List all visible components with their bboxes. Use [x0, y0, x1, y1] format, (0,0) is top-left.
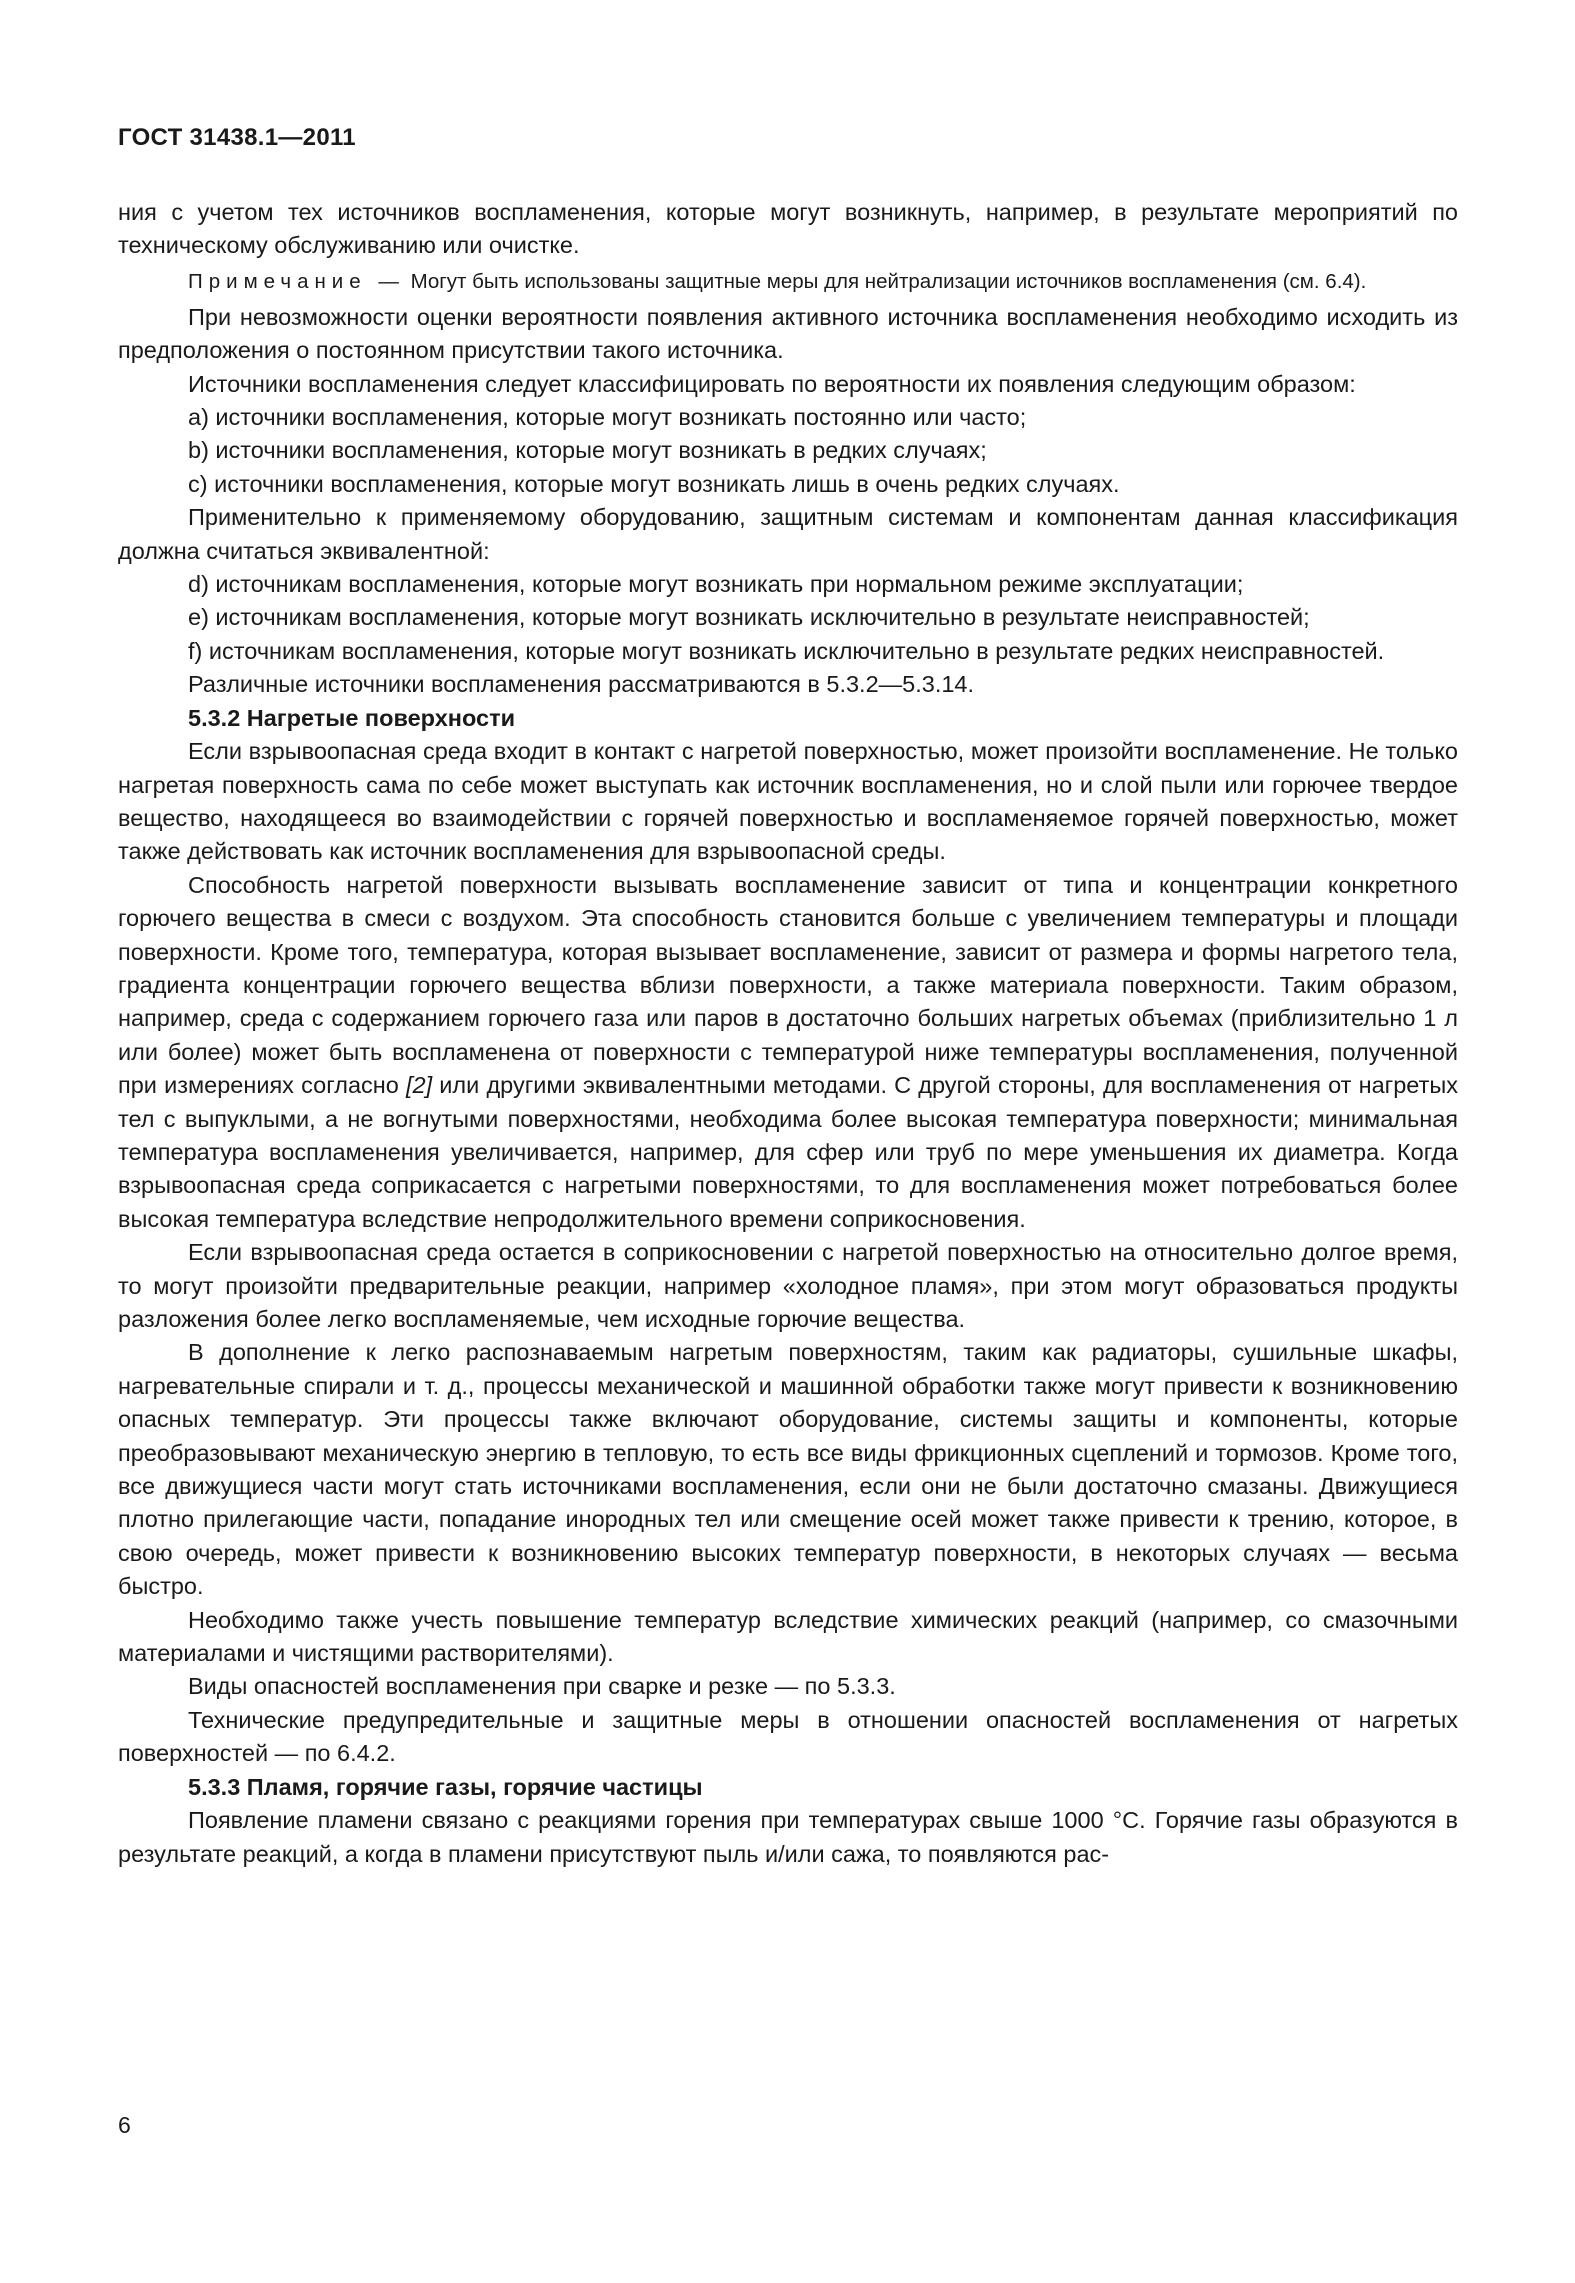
paragraph: [118, 869, 1458, 1236]
section-heading: 5.3.2 Нагретые поверхности: [188, 704, 516, 731]
section-heading: 5.3.3 Пламя, горячие газы, горячие частицы: [188, 1773, 703, 1800]
paragraph: Виды опасностей воспламенения при сварке и резке — по 5.3.3.: [188, 1673, 896, 1700]
paragraph: Технические предупредительные и защитные меры в отношении опасностей воспламенения от нагретых поверхностей — по 6.4.2.: [118, 1706, 1458, 1767]
list-item: d) источникам воспламенения, которые могут возникать при нормальном режиме эксплуатации;: [188, 571, 1244, 598]
document-header: ГОСТ 31438.1—2011: [118, 124, 356, 151]
document-body: [118, 196, 1458, 1871]
note-paragraph: [118, 267, 1458, 297]
paragraph: Применительно к применяемому оборудованию, защитным системам и компонентам данная классификация должна считаться эквивалентной:: [118, 504, 1458, 564]
paragraph-text: или другими эквивалентными методами. С другой стороны, для воспламенения от нагретых тел с выпуклыми, а не вогнутыми поверхностями, необходима более высокая температура поверхности; минимальная температура воспламенения увеличивается, например, для сфер или труб по мере уменьшения их диаметра. Когда взрывоопасная среда соприкасается с нагретыми поверхностями, то для воспламенения может потребоваться более высокая температура вследствие непродолжительного времени соприкосновения.: [118, 1072, 1458, 1232]
list-item: е) источникам воспламенения, которые могут возникать исключительно в результате неисправностей;: [188, 604, 1310, 631]
list-item: f) источникам воспламенения, которые могут возникать исключительно в результате редких неисправностей.: [188, 637, 1385, 664]
note-text: Могут быть использованы защитные меры для нейтрализации источников воспламенения (см. 6.4).: [410, 269, 1367, 293]
paragraph: Появление пламени связано с реакциями горения при температурах свыше 1000 °С. Горячие газы образуются в результате реакций, а когда в пламени присутствуют пыль и/или сажа, то появляются рас-: [118, 1807, 1458, 1867]
paragraph: Если взрывоопасная среда входит в контакт с нагретой поверхностью, может произойти воспламенение. Не только нагретая поверхность сама по себе может выступать как источник воспламенения, но и слой пыли или горючее твердое вещество, находящееся во взаимодействии с горячей поверхностью и воспламеняемое горячей поверхностью, может также действовать как источник воспламенения для взрывоопасной среды.: [118, 738, 1458, 865]
page-number: 6: [118, 2112, 131, 2138]
paragraph: В дополнение к легко распознаваемым нагретым поверхностям, таким как радиаторы, сушильные шкафы, нагревательные спирали и т. д., процессы механической и машинной обработки также могут привести к возникновению опасных температур. Эти процессы также включают оборудование, системы защиты и компоненты, которые преобразовывают механическую энергию в тепловую, то есть все виды фрикционных сцеплений и тормозов. Кроме того, все движущиеся части могут стать источниками воспламенения, если они не были достаточно смазаны. Движущиеся плотно прилегающие части, попадание инородных тел или смещение осей может также привести к трению, которое, в свою очередь, может привести к возникновению высоких температур поверхности, в некоторых случаях — весьма быстро.: [118, 1339, 1458, 1600]
paragraph: Если взрывоопасная среда остается в соприкосновении с нагретой поверхностью на относительно долгое время, то могут произойти предварительные реакции, например «холодное пламя», при этом могут образоваться продукты разложения более легко воспламеняемые, чем исходные горючие вещества.: [118, 1239, 1458, 1332]
note-label: Примечание —: [188, 269, 405, 293]
list-item: b) источники воспламенения, которые могут возникать в редких случаях;: [188, 437, 987, 464]
paragraph-text: Способность нагретой поверхности вызывать воспламенение зависит от типа и концентрации конкретного горючего вещества в смеси с воздухом. Эта способность становится больше с увеличением температуры и площади поверхности. Кроме того, температура, которая вызывает воспламенение, зависит от размера и формы нагретого тела, градиента концентрации горючего вещества вблизи поверхности, а также материала поверхности. Таким образом, например, среда с содержанием горючего газа или паров в достаточно больших нагретых объемах (приблизительно 1 л или более) может быть воспламенена от поверхности с температурой ниже температуры воспламенения, полученной при измерениях согласно: [118, 871, 1458, 1099]
list-item: а) источники воспламенения, которые могут возникать постоянно или часто;: [188, 404, 1027, 431]
paragraph: Различные источники воспламенения рассматриваются в 5.3.2—5.3.14.: [188, 671, 975, 698]
paragraph: ния с учетом тех источников воспламенения, которые могут возникнуть, например, в результате мероприятий по техническому обслуживанию или очистке.: [118, 199, 1458, 259]
paragraph: Необходимо также учесть повышение температур вследствие химических реакций (например, со смазочными материалами и чистящими растворителями).: [118, 1606, 1458, 1667]
list-item: с) источники воспламенения, которые могут возникать лишь в очень редких случаях.: [188, 470, 1120, 497]
paragraph: При невозможности оценки вероятности появления активного источника воспламенения необходимо исходить из предположения о постоянном присутствии такого источника.: [118, 303, 1458, 364]
reference-link[interactable]: [2]: [406, 1072, 433, 1099]
paragraph: Источники воспламенения следует классифицировать по вероятности их появления следующим образом:: [188, 370, 1356, 397]
